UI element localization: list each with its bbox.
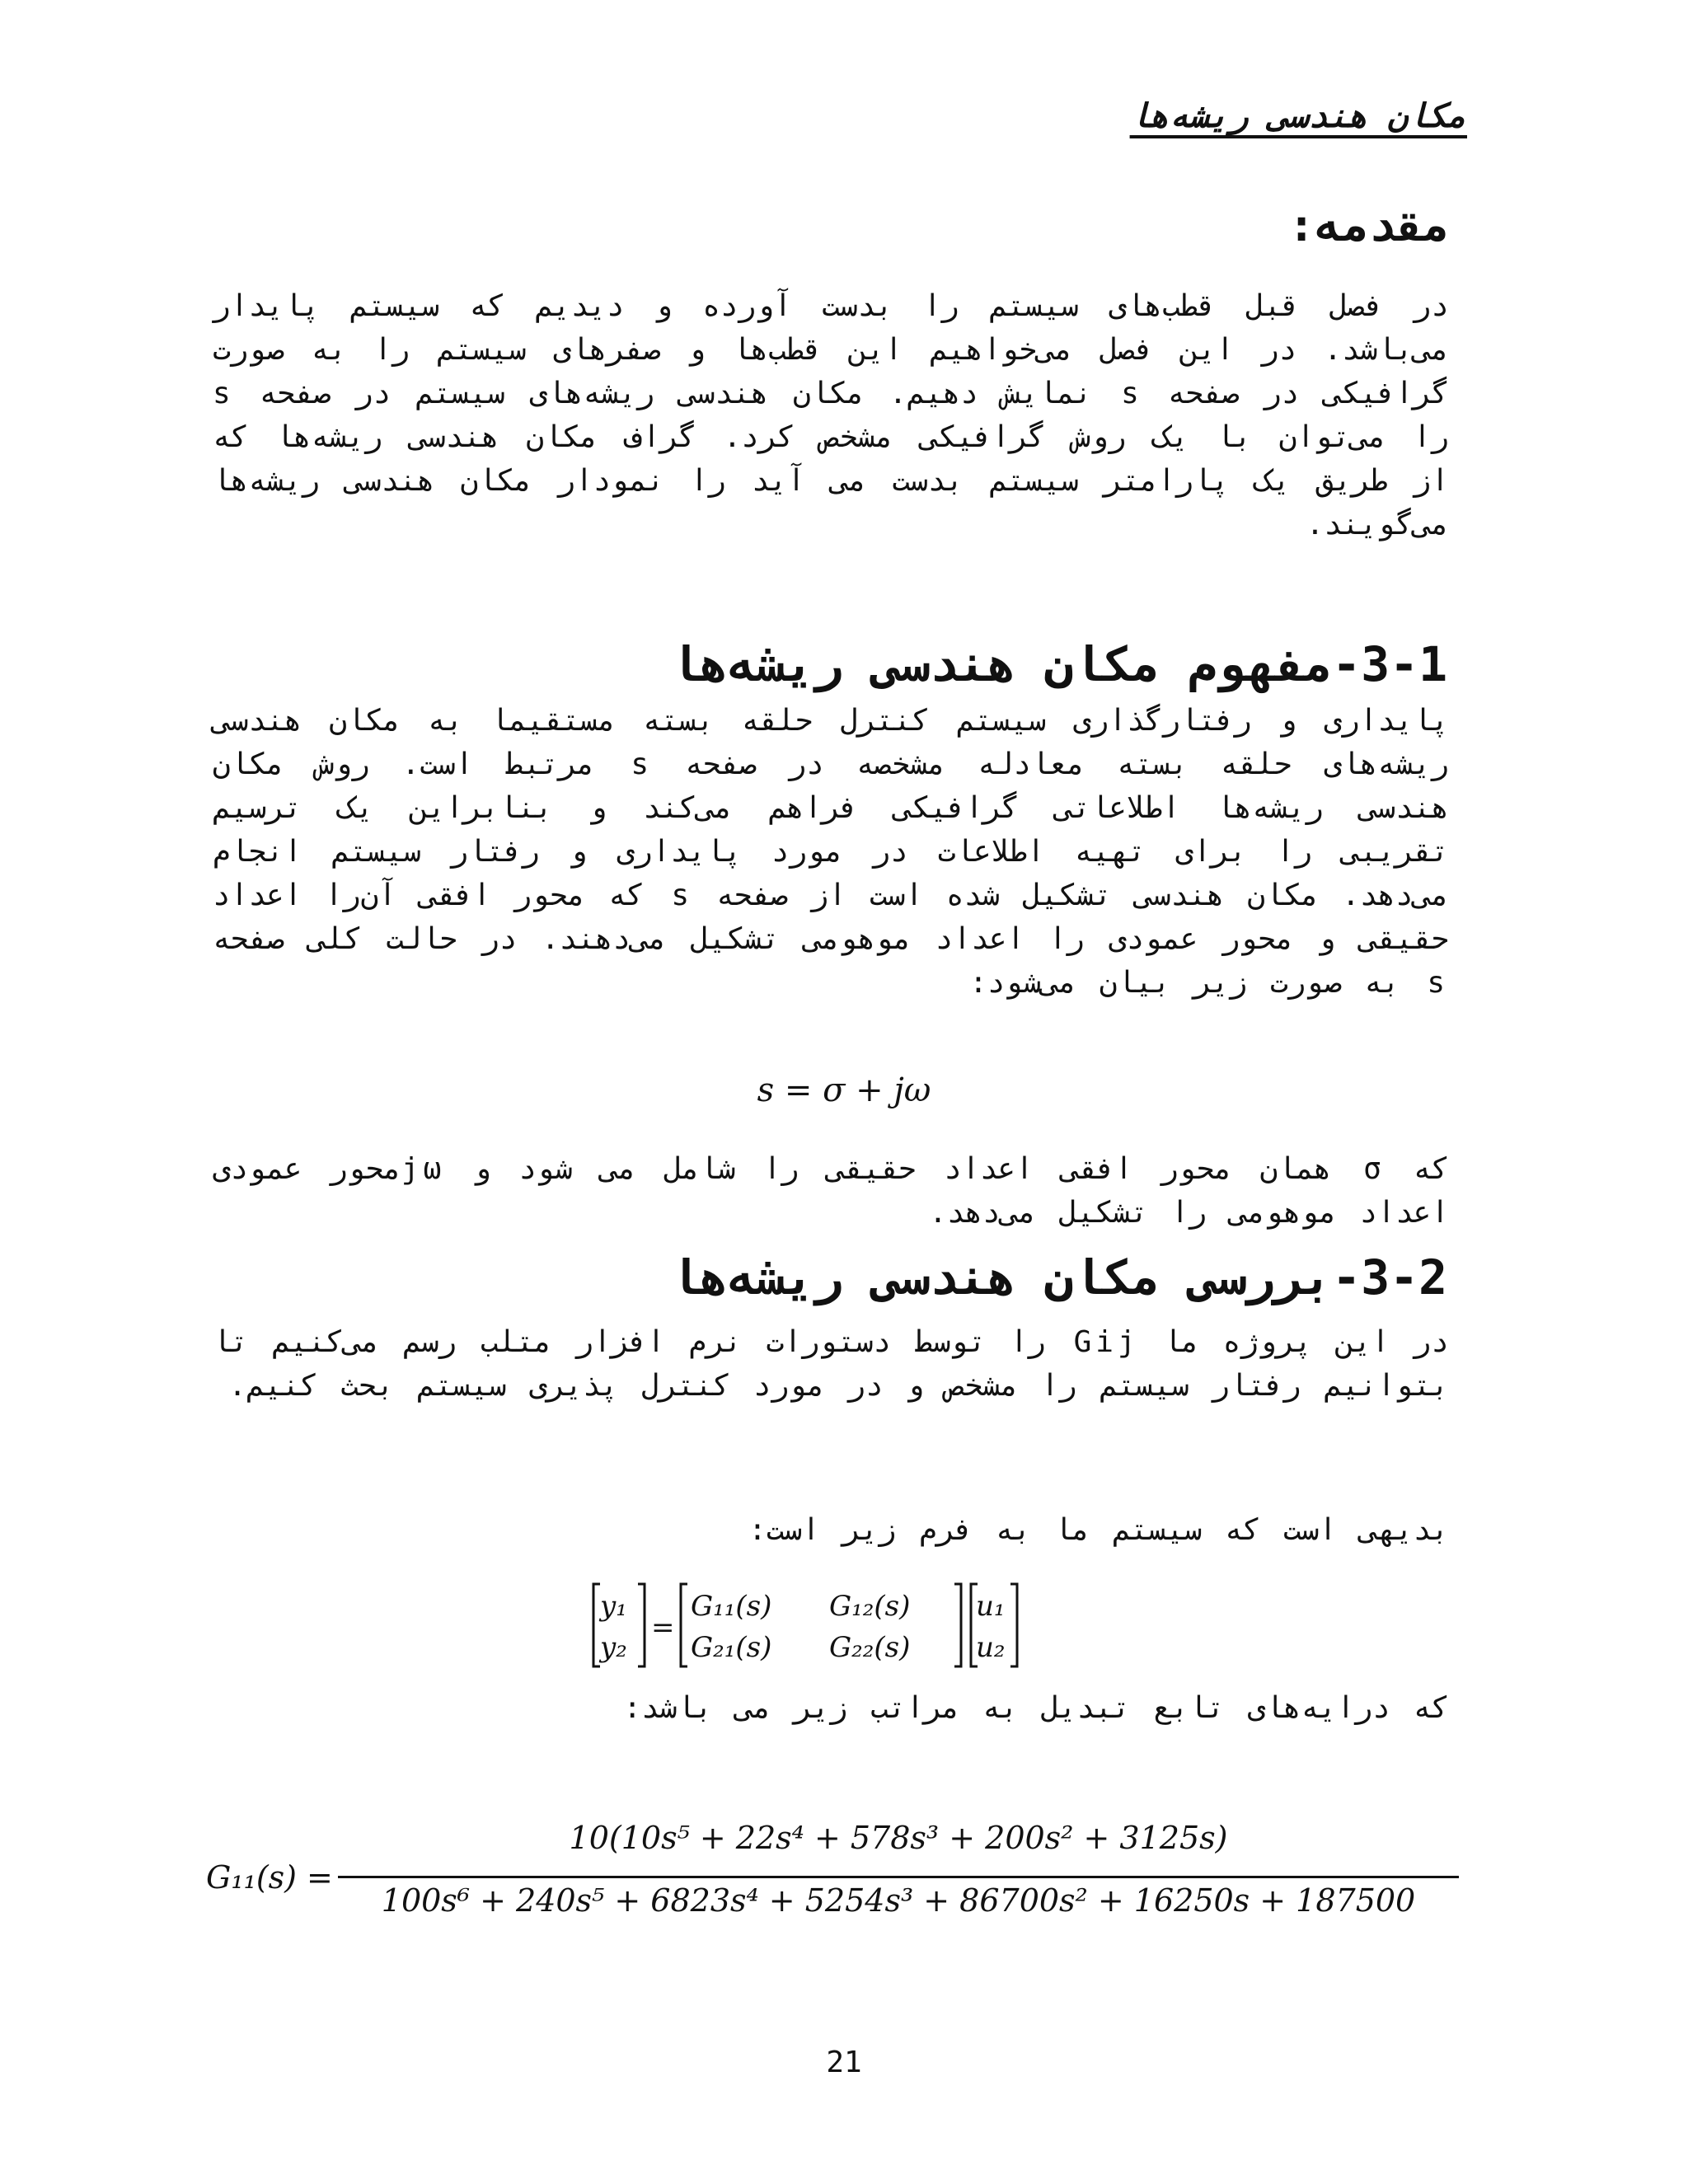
section-3-1-paragraph xyxy=(213,699,1449,1005)
g22-entry: G₂₂(s) xyxy=(829,1631,911,1664)
y2-entry: y₂ xyxy=(600,1631,627,1664)
g-bracket-left xyxy=(681,1584,687,1666)
u2-entry: u₂ xyxy=(976,1631,1006,1664)
g11-transfer-function xyxy=(206,1813,1459,1929)
g21-entry: G₂₁(s) xyxy=(691,1631,772,1664)
page-number: 21 xyxy=(826,2046,862,2079)
section-3-2-text: در این پروژه ما Gij را توسط دستورات نرم افزار متلب رسم می‌کنیم تا بتوانیم رفتار سیستم را مشخص و در مورد کنترل پذیری سیستم بحث کنیم. xyxy=(213,1325,1450,1403)
section-3-1-text: پایداری و رفتارگذاری سیستم کنترل حلقه بسته مستقیما به مکان هندسی ریشه‌های حلقه بسته معادله مشخصه در صفحه s مرتبط است. روش مکان هندسی ریشه‌ها اطلاعاتی گرافیکی فراهم می‌کند و بنابراین یک ترسیم تقریبی را برای تهیه اطلاعات در مورد پایداری و رفتار سیستم انجام می‌دهد. مکان هندسی تشکیل شده است از صفحه s که محور افقی آن‌را اعداد حقیقی و محور عمودی را اعداد موهومی تشکیل می‌دهند. در حالت کلی صفحه s به صورت زیر بیان می‌شود: xyxy=(213,704,1450,1000)
g11-lhs: G₁₁(s) = xyxy=(206,1859,333,1896)
running-header: مکان هندسی ریشه‌ها xyxy=(1129,97,1467,135)
g11-denominator: 100s⁶ + 240s⁵ + 6823s⁴ + 5254s³ + 86700s² + 16250s + 187500 xyxy=(381,1882,1416,1919)
g12-entry: G₁₂(s) xyxy=(829,1590,911,1623)
mimo-matrix-equation xyxy=(590,1576,1052,1675)
g11-numerator: 10(10s⁵ + 22s⁴ + 578s³ + 200s² + 3125s) xyxy=(569,1820,1228,1856)
s-plane-equation: s = σ + jω xyxy=(757,1071,931,1109)
system-form-text: بدیهی است که سیستم ما به فرم زیر است: xyxy=(748,1513,1449,1547)
g-bracket-right xyxy=(954,1584,961,1666)
u-bracket-right xyxy=(1010,1584,1017,1666)
system-form-sentence xyxy=(213,1508,1449,1552)
section-3-1-after-paragraph xyxy=(213,1147,1449,1235)
y1-entry: y₁ xyxy=(600,1590,627,1623)
section-3-1-heading: 3-1-مفهوم مکان هندسی ریشه‌ها xyxy=(670,636,1447,692)
intro-text: در فصل قبل قطب‌های سیستم را بدست آورده و دیدیم که سیستم پایدار می‌باشد. در این فصل می‌خواهیم این قطب‌ها و صفرهای سیستم را به صورت گرافیکی در صفحه s نمایش دهیم. مکان هندسی ریشه‌های سیستم در صفحه s را می‌توان با یک روش گرافیکی مشخص کرد. گراف مکان هندسی ریشه‌ها که از طریق یک پارامتر سیستم بدست می آید را نمودار مکان هندسی ریشه‌ها می‌گویند. xyxy=(213,289,1450,541)
transfer-elements-sentence xyxy=(213,1686,1449,1730)
matrix-svg xyxy=(590,1576,1052,1675)
section-3-2-paragraph xyxy=(213,1320,1449,1408)
y-bracket-right xyxy=(638,1584,645,1666)
equals-sign: = xyxy=(651,1611,675,1644)
section-3-1-after-text: که σ همان محور افقی اعداد حقیقی را شامل می شود و jωمحور عمودی اعداد موهومی را تشکیل می‌دهد. xyxy=(213,1152,1449,1230)
fraction-bar xyxy=(338,1876,1459,1878)
u1-entry: u₁ xyxy=(976,1590,1006,1623)
intro-paragraph xyxy=(213,284,1449,546)
intro-heading: مقدمه: xyxy=(1287,199,1449,251)
transfer-elements-text: که درایه‌های تابع تبدیل به مراتب زیر می باشد: xyxy=(623,1691,1449,1725)
section-3-2-heading: 3-2-بررسی مکان هندسی ریشه‌ها xyxy=(670,1249,1447,1305)
y-bracket-left xyxy=(593,1584,600,1666)
g11-entry: G₁₁(s) xyxy=(691,1590,772,1623)
